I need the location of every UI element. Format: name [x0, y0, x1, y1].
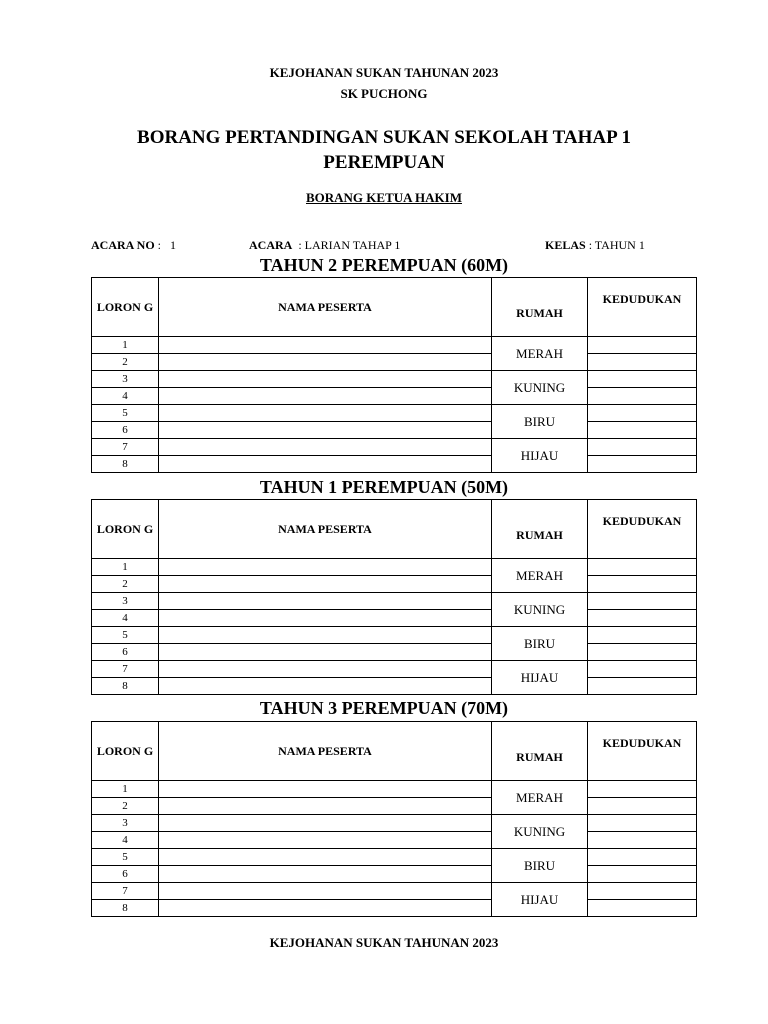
lane-number: 3	[92, 371, 159, 388]
event-class-label: KELAS	[545, 238, 586, 252]
participant-name-cell[interactable]	[159, 661, 492, 678]
table-row	[92, 815, 697, 832]
table-row	[92, 559, 697, 576]
participant-name-cell[interactable]	[159, 456, 492, 473]
lane-number: 2	[92, 576, 159, 593]
lane-number: 1	[92, 781, 159, 798]
lane-number: 5	[92, 405, 159, 422]
participant-name-cell[interactable]	[159, 900, 492, 917]
participant-name-cell[interactable]	[159, 832, 492, 849]
table-row	[92, 593, 697, 610]
house-cell: KUNING	[492, 371, 588, 405]
position-cell[interactable]	[588, 337, 697, 354]
participant-name-cell[interactable]	[159, 422, 492, 439]
results-table	[91, 499, 697, 695]
position-cell[interactable]	[588, 559, 697, 576]
participant-name-cell[interactable]	[159, 388, 492, 405]
column-header-name: NAMA PESERTA	[159, 278, 492, 337]
house-cell: MERAH	[492, 781, 588, 815]
house-cell: BIRU	[492, 405, 588, 439]
form-subtitle: BORANG KETUA HAKIM	[305, 190, 462, 205]
table-row	[92, 678, 697, 695]
position-cell[interactable]	[588, 900, 697, 917]
participant-name-cell[interactable]	[159, 849, 492, 866]
lane-number: 7	[92, 439, 159, 456]
lane-number: 1	[92, 559, 159, 576]
lane-number: 8	[92, 678, 159, 695]
column-header-lane: LORON G	[92, 278, 159, 337]
position-cell[interactable]	[588, 456, 697, 473]
form-title-gender: PEREMPUAN	[323, 152, 445, 173]
column-header-name: NAMA PESERTA	[159, 500, 492, 559]
table-row	[92, 422, 697, 439]
participant-name-cell[interactable]	[159, 576, 492, 593]
section-title: TAHUN 1 PEREMPUAN (50M)	[259, 477, 509, 497]
table-row	[92, 798, 697, 815]
event-name-label: ACARA	[249, 238, 293, 252]
section-title: TAHUN 3 PEREMPUAN (70M)	[259, 698, 509, 718]
header-school-name: SK PUCHONG	[340, 86, 428, 101]
results-table	[91, 721, 697, 917]
position-cell[interactable]	[588, 627, 697, 644]
table-row	[92, 439, 697, 456]
lane-number: 6	[92, 866, 159, 883]
table-header-row	[92, 722, 697, 781]
participant-name-cell[interactable]	[159, 644, 492, 661]
participant-name-cell[interactable]	[159, 781, 492, 798]
event-number-label: ACARA NO	[91, 238, 155, 252]
results-table	[91, 277, 697, 473]
lane-number: 6	[92, 644, 159, 661]
table-row	[92, 371, 697, 388]
house-cell: KUNING	[492, 593, 588, 627]
lane-number: 5	[92, 627, 159, 644]
position-cell[interactable]	[588, 354, 697, 371]
table-row	[92, 883, 697, 900]
column-header-position: KEDUDUKAN	[588, 722, 697, 781]
position-cell[interactable]	[588, 849, 697, 866]
participant-name-cell[interactable]	[159, 815, 492, 832]
event-name-value: : LARIAN TAHAP 1	[292, 238, 401, 252]
header-event-title: KEJOHANAN SUKAN TAHUNAN 2023	[269, 65, 499, 80]
participant-name-cell[interactable]	[159, 678, 492, 695]
position-cell[interactable]	[588, 866, 697, 883]
event-name	[249, 238, 400, 253]
section-title: TAHUN 2 PEREMPUAN (60M)	[259, 255, 509, 275]
participant-name-cell[interactable]	[159, 610, 492, 627]
house-cell: HIJAU	[492, 439, 588, 473]
house-cell: HIJAU	[492, 883, 588, 917]
column-header-position: KEDUDUKAN	[588, 278, 697, 337]
column-header-lane: LORON G	[92, 500, 159, 559]
column-header-house: RUMAH	[492, 500, 588, 559]
position-cell[interactable]	[588, 388, 697, 405]
position-cell[interactable]	[588, 798, 697, 815]
event-number	[91, 238, 176, 253]
table-row	[92, 866, 697, 883]
table-row	[92, 661, 697, 678]
house-cell: BIRU	[492, 627, 588, 661]
column-header-position: KEDUDUKAN	[588, 500, 697, 559]
participant-name-cell[interactable]	[159, 439, 492, 456]
position-cell[interactable]	[588, 644, 697, 661]
position-cell[interactable]	[588, 439, 697, 456]
column-header-house: RUMAH	[492, 278, 588, 337]
table-header-row	[92, 278, 697, 337]
position-cell[interactable]	[588, 576, 697, 593]
participant-name-cell[interactable]	[159, 371, 492, 388]
column-header-name: NAMA PESERTA	[159, 722, 492, 781]
event-class-value: : TAHUN 1	[585, 238, 645, 252]
participant-name-cell[interactable]	[159, 627, 492, 644]
participant-name-cell[interactable]	[159, 354, 492, 371]
table-row	[92, 849, 697, 866]
lane-number: 6	[92, 422, 159, 439]
event-number-value: : 1	[154, 238, 177, 252]
table-header-row	[92, 500, 697, 559]
table-row	[92, 456, 697, 473]
column-header-lane: LORON G	[92, 722, 159, 781]
lane-number: 2	[92, 798, 159, 815]
participant-name-cell[interactable]	[159, 559, 492, 576]
table-row	[92, 576, 697, 593]
position-cell[interactable]	[588, 832, 697, 849]
lane-number: 8	[92, 900, 159, 917]
table-row	[92, 644, 697, 661]
house-cell: MERAH	[492, 337, 588, 371]
position-cell[interactable]	[588, 610, 697, 627]
position-cell[interactable]	[588, 405, 697, 422]
table-row	[92, 337, 697, 354]
lane-number: 7	[92, 883, 159, 900]
table-row	[92, 781, 697, 798]
table-row	[92, 388, 697, 405]
position-cell[interactable]	[588, 781, 697, 798]
lane-number: 8	[92, 456, 159, 473]
column-header-house: RUMAH	[492, 722, 588, 781]
lane-number: 5	[92, 849, 159, 866]
lane-number: 1	[92, 337, 159, 354]
form-title: BORANG PERTANDINGAN SUKAN SEKOLAH TAHAP 1	[137, 127, 631, 148]
position-cell[interactable]	[588, 661, 697, 678]
house-cell: HIJAU	[492, 661, 588, 695]
event-class	[545, 238, 645, 253]
lane-number: 4	[92, 388, 159, 405]
position-cell[interactable]	[588, 593, 697, 610]
position-cell[interactable]	[588, 678, 697, 695]
table-row	[92, 900, 697, 917]
table-row	[92, 354, 697, 371]
lane-number: 7	[92, 661, 159, 678]
position-cell[interactable]	[588, 815, 697, 832]
participant-name-cell[interactable]	[159, 337, 492, 354]
lane-number: 2	[92, 354, 159, 371]
house-cell: MERAH	[492, 559, 588, 593]
table-row	[92, 610, 697, 627]
participant-name-cell[interactable]	[159, 593, 492, 610]
lane-number: 3	[92, 593, 159, 610]
participant-name-cell[interactable]	[159, 405, 492, 422]
participant-name-cell[interactable]	[159, 866, 492, 883]
house-cell: BIRU	[492, 849, 588, 883]
lane-number: 3	[92, 815, 159, 832]
lane-number: 4	[92, 610, 159, 627]
position-cell[interactable]	[588, 422, 697, 439]
table-row	[92, 405, 697, 422]
house-cell: KUNING	[492, 815, 588, 849]
participant-name-cell[interactable]	[159, 883, 492, 900]
footer-event-title: KEJOHANAN SUKAN TAHUNAN 2023	[269, 935, 499, 950]
participant-name-cell[interactable]	[159, 798, 492, 815]
table-row	[92, 832, 697, 849]
position-cell[interactable]	[588, 883, 697, 900]
table-row	[92, 627, 697, 644]
position-cell[interactable]	[588, 371, 697, 388]
lane-number: 4	[92, 832, 159, 849]
